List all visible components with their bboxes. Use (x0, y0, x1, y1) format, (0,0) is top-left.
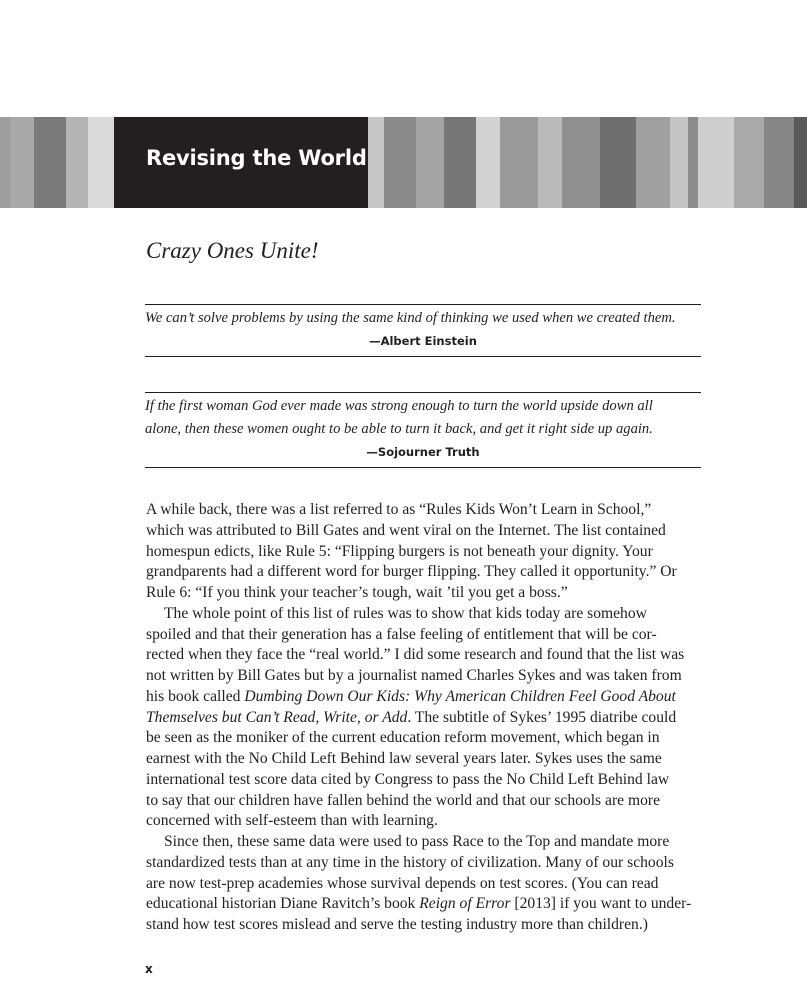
text-line: standardized tests than at any time in the history of civilization. Many of our schools (146, 853, 674, 871)
epigraph-text: If the first woman God ever made was strong enough to turn the world upside down all (145, 398, 653, 414)
banner-stripe (66, 117, 88, 208)
banner-stripe (670, 117, 688, 208)
banner-stripe (10, 117, 34, 208)
text-line: Rule 6: “If you think your teacher’s tough, wait ’til you get a boss.” (146, 584, 568, 601)
banner-stripe (688, 117, 698, 208)
text-line: be seen as the moniker of the current education reform movement, which began in (146, 729, 660, 747)
text-line: spoiled and that their generation has a false feeling of entitlement that will be cor- (146, 625, 657, 643)
banner-stripe (476, 117, 500, 208)
epigraph-attribution: —Sojourner Truth (366, 445, 480, 459)
text-line: are now test-prep academies whose survival depends on test scores. (You can read (146, 874, 659, 892)
banner-stripe (698, 117, 734, 208)
banner-stripe (764, 117, 794, 208)
banner-stripe (88, 117, 114, 208)
epigraph-attribution: —Albert Einstein (369, 334, 477, 348)
text-line (146, 708, 706, 729)
banner-stripe (0, 117, 10, 208)
page-number: x (145, 962, 153, 976)
chapter-banner (0, 117, 807, 208)
text-run: . The subtitle of Sykes’ 1995 diatribe could (407, 708, 677, 726)
banner-stripe (636, 117, 670, 208)
text-line: grandparents had a different word for burger flipping. They called it opportunity.” Or (146, 563, 677, 581)
text-line: to say that our children have fallen behind the world and that our schools are more (146, 791, 660, 809)
chapter-title-box (114, 117, 368, 208)
epigraph-text: We can’t solve problems by using the same kind of thinking we used when we created them. (145, 310, 676, 326)
text-line: not written by Bill Gates but by a journalist named Charles Sykes and was taken from (146, 667, 682, 684)
banner-stripe (368, 117, 384, 208)
epigraph (145, 392, 701, 468)
text-line: The whole point of this list of rules was to show that kids today are somehow (164, 604, 647, 622)
epigraph (145, 304, 701, 357)
banner-stripe (600, 117, 636, 208)
body-text (146, 500, 706, 936)
text-line: A while back, there was a list referred to as “Rules Kids Won’t Learn in School,” (146, 501, 652, 518)
banner-stripe (384, 117, 416, 208)
text-line (146, 894, 706, 915)
banner-stripe (538, 117, 562, 208)
banner-stripe (34, 117, 66, 208)
chapter-title: Revising the World (146, 146, 367, 170)
book-title: Dumbing Down Our Kids: Why American Children Feel Good About (244, 687, 676, 705)
text-run: his book called (146, 687, 245, 705)
text-line: earnest with the No Child Left Behind law several years later. Sykes uses the same (146, 750, 662, 767)
section-title: Crazy Ones Unite! (146, 238, 319, 263)
text-line: rected when they face the “real world.” I did some research and found that the list was (146, 646, 685, 664)
text-line: which was attributed to Bill Gates and went viral on the Internet. The list contained (146, 521, 666, 539)
book-title: Themselves but Can’t Read, Write, or Add (146, 708, 408, 726)
book-title: Reign of Error (419, 895, 511, 913)
banner-stripe (734, 117, 764, 208)
text-run: [2013] if you want to under- (510, 895, 692, 913)
banner-stripe (562, 117, 600, 208)
text-line: stand how test scores mislead and serve the testing industry more than children.) (146, 916, 648, 933)
text-line: international test score data cited by Congress to pass the No Child Left Behind law (146, 770, 670, 788)
text-line: Since then, these same data were used to pass Race to the Top and mandate more (164, 833, 670, 850)
text-line: homespun edicts, like Rule 5: “Flipping burgers is not beneath your dignity. Your (146, 542, 653, 560)
banner-stripe (794, 117, 807, 208)
text-run: educational historian Diane Ravitch’s book (146, 895, 420, 913)
banner-stripe (500, 117, 538, 208)
text-line (146, 687, 706, 708)
banner-stripe (416, 117, 444, 208)
epigraph-text: alone, then these women ought to be able to turn it back, and get it right side up again. (145, 421, 653, 437)
banner-stripe (444, 117, 476, 208)
text-line: concerned with self-esteem than with learning. (146, 812, 438, 830)
